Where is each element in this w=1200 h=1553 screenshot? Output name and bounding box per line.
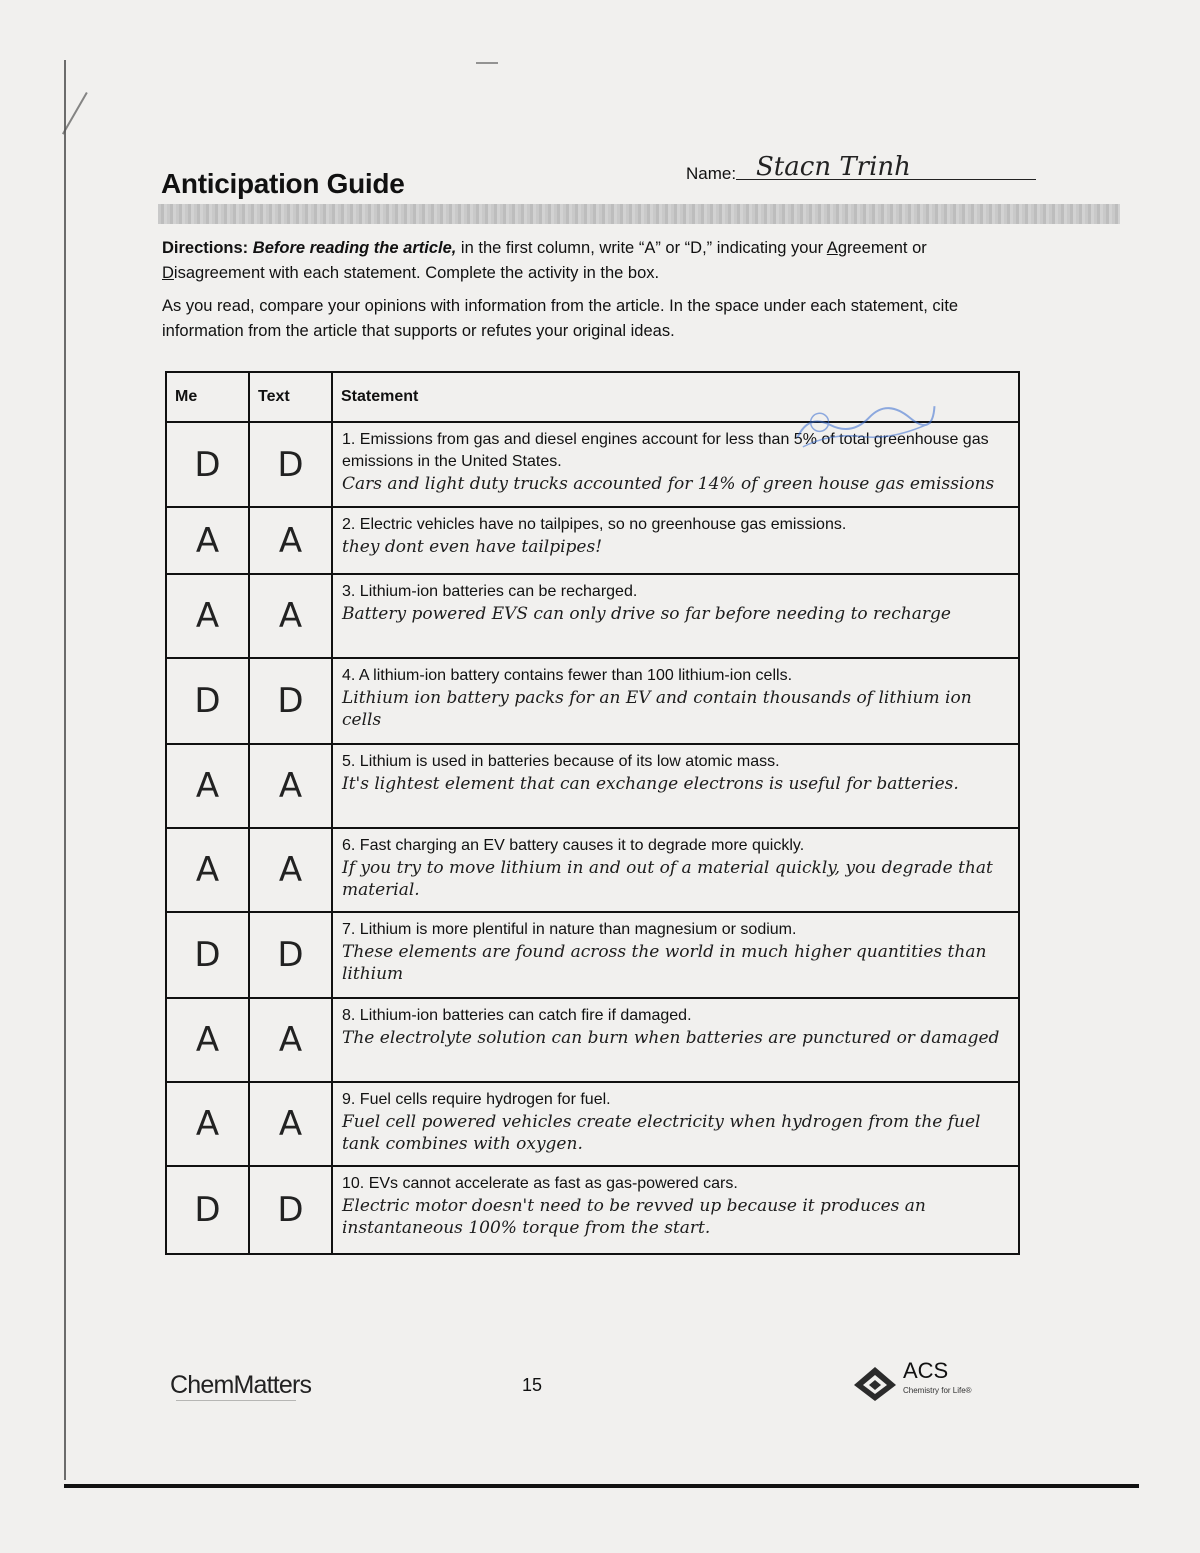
table-row [166,1166,1019,1254]
table-row [166,828,1019,912]
page-number: 15 [522,1375,543,1395]
statement-cell [332,507,1019,574]
scan-edge-line [64,60,66,1480]
statement-cell [332,658,1019,744]
statement-text: 2. Electric vehicles have no tailpipes, so no greenhouse gas emissions. [342,516,847,533]
text-answer[interactable]: D [249,1166,332,1254]
statement-text: 1. Emissions from gas and diesel engines account for less than 5% of total greenhouse gas emissions in the United States. [342,431,989,470]
chemmatters-tagline: ———————————————————————— [176,1398,296,1404]
chemmatters-logo: ChemMatters [170,1371,312,1399]
statement-cell [332,998,1019,1082]
header-statement: Statement [332,372,1019,422]
table-row [166,574,1019,658]
me-answer[interactable]: A [166,1082,249,1166]
cited-evidence[interactable]: they dont even have tailpipes! [342,537,603,557]
cited-evidence[interactable]: Battery powered EVS can only drive so far before needing to recharge [342,604,951,624]
cited-evidence[interactable]: If you try to move lithium in and out of a material quickly, you degrade that material. [342,858,993,900]
statement-cell [332,1082,1019,1166]
statement-text: 8. Lithium-ion batteries can catch fire if damaged. [342,1007,692,1024]
table-row [166,507,1019,574]
header-text: Text [249,372,332,422]
disagreement-letter: D [162,264,174,282]
text-answer[interactable]: A [249,574,332,658]
disagreement-rest: isagreement with each statement. Complete the activity in the box. [173,264,660,282]
cited-evidence[interactable]: The electrolyte solution can burn when batteries are punctured or damaged [342,1028,1000,1048]
name-label: Name: [686,164,737,183]
me-answer[interactable]: D [166,422,249,507]
name-field[interactable] [686,150,1036,190]
scan-mark [476,62,498,64]
directions-text: in the first column, write “A” or “D,” indicating your [456,239,827,257]
statement-text: 6. Fast charging an EV battery causes it to degrade more quickly. [342,837,805,854]
statement-cell [332,1166,1019,1254]
statement-text: 4. A lithium-ion battery contains fewer than 100 lithium-ion cells. [342,667,793,684]
me-answer[interactable]: D [166,658,249,744]
scan-bottom-edge [64,1484,1139,1488]
anticipation-table [165,371,1020,1255]
me-answer[interactable]: D [166,1166,249,1254]
agreement-letter: A [826,239,838,257]
cited-evidence[interactable]: These elements are found across the world in much higher quantities than lithium [342,942,987,984]
text-answer[interactable]: D [249,912,332,998]
directions-emphasis: Before reading the article, [252,239,457,257]
statement-cell [332,828,1019,912]
directions-paragraph [162,236,1042,286]
me-answer[interactable]: A [166,744,249,828]
me-answer[interactable]: A [166,574,249,658]
statement-text: 3. Lithium-ion batteries can be recharged. [342,583,638,600]
acs-tagline: Chemistry for Life® [903,1386,972,1395]
text-answer[interactable]: A [249,1082,332,1166]
acs-logo-icon [852,1365,898,1403]
statement-cell [332,574,1019,658]
text-answer[interactable]: A [249,507,332,574]
me-answer[interactable]: A [166,998,249,1082]
me-answer[interactable]: D [166,912,249,998]
reading-instructions: As you read, compare your opinions with information from the article. In the space under each statement, cite information from the article that supports or refutes your original ideas. [162,297,959,340]
header-shade-bar [158,204,1120,224]
statement-cell [332,912,1019,998]
directions-label: Directions: [162,239,249,257]
cited-evidence[interactable]: Fuel cell powered vehicles create electricity when hydrogen from the fuel tank combines with oxygen. [342,1112,981,1154]
cited-evidence[interactable]: Lithium ion battery packs for an EV and contain thousands of lithium ion cells [342,688,972,730]
statement-text: 5. Lithium is used in batteries because of its low atomic mass. [342,753,780,770]
page-title: Anticipation Guide [161,168,405,199]
statement-text: 10. EVs cannot accelerate as fast as gas-powered cars. [342,1175,738,1192]
text-answer[interactable]: A [249,828,332,912]
text-answer[interactable]: A [249,744,332,828]
name-value: Stacn Trinh [756,152,911,182]
acs-title: ACS [903,1358,949,1383]
cited-evidence[interactable]: It's lightest element that can exchange electrons is useful for batteries. [342,774,959,794]
table-row [166,658,1019,744]
me-answer[interactable]: A [166,828,249,912]
table-row [166,912,1019,998]
cited-evidence[interactable]: Electric motor doesn't need to be revved up because it produces an instantaneous 100% torque from the start. [342,1196,926,1238]
statement-text: 9. Fuel cells require hydrogen for fuel. [342,1091,611,1108]
statement-text: 7. Lithium is more plentiful in nature than magnesium or sodium. [342,921,797,938]
text-answer[interactable]: D [249,658,332,744]
me-answer[interactable]: A [166,507,249,574]
table-row [166,998,1019,1082]
statement-cell [332,744,1019,828]
table-row [166,1082,1019,1166]
header-me: Me [166,372,249,422]
text-answer[interactable]: D [249,422,332,507]
agreement-rest: greement or [837,239,927,257]
table-row [166,744,1019,828]
text-answer[interactable]: A [249,998,332,1082]
cited-evidence[interactable]: Cars and light duty trucks accounted for 14% of green house gas emissions [342,474,995,494]
